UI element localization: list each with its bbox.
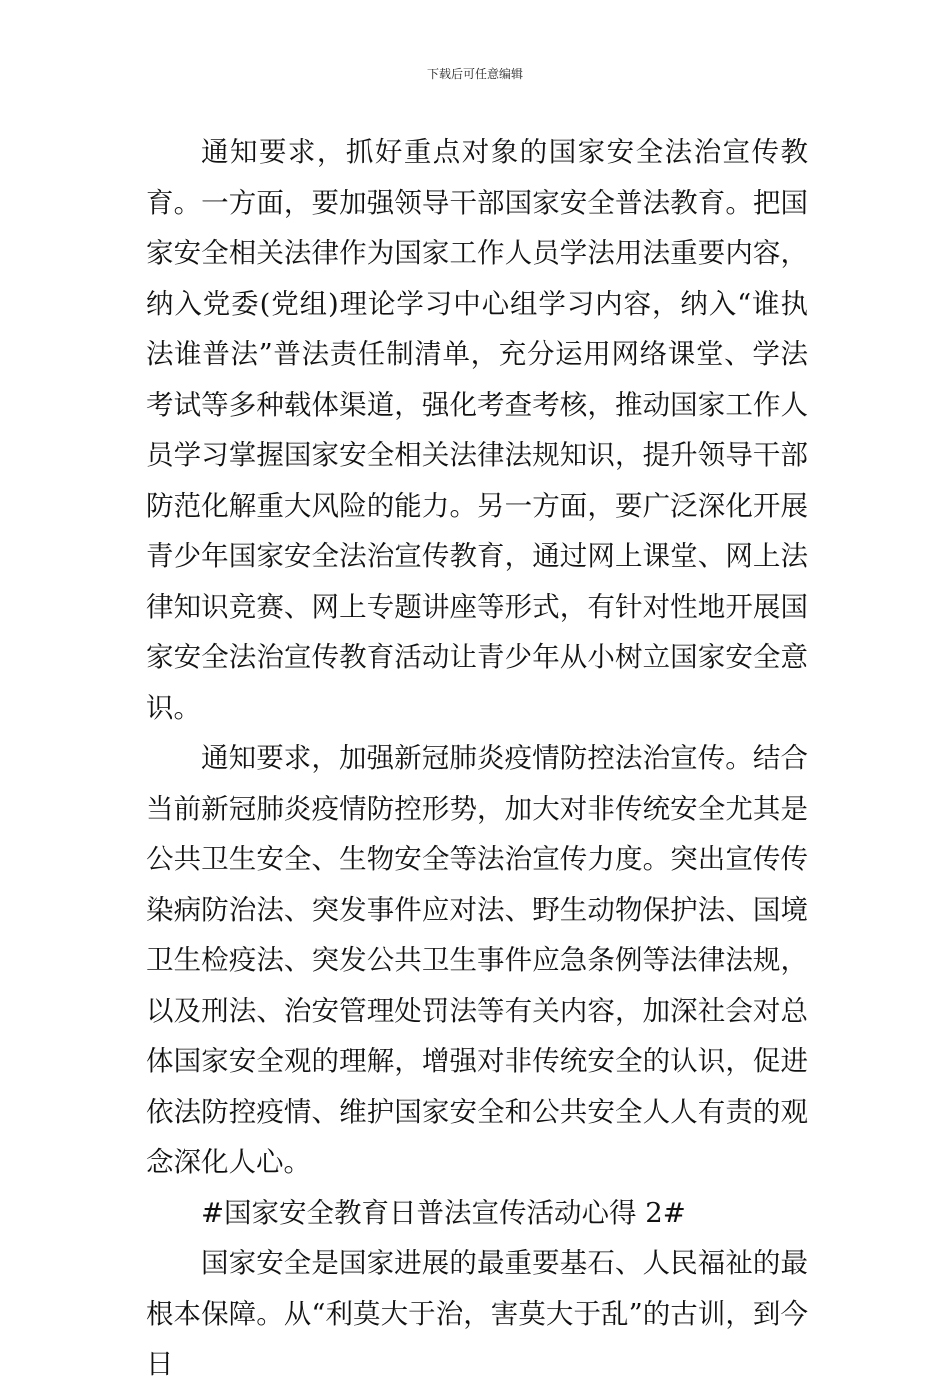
document-body	[146, 127, 808, 1390]
paragraph: 国家安全是国家进展的最重要基石、人民福祉的最根本保障。从“利莫大于治，害莫大于乱”的古训，到今日	[146, 1247, 808, 1380]
paragraph: 通知要求，抓好重点对象的国家安全法治宣传教育。一方面，要加强领导干部国家安全普法教育。把国家安全相关法律作为国家工作人员学法用法重要内容，纳入党委(党组)理论学习中心组学习内容，纳入“谁执法谁普法”普法责任制清单，充分运用网络课堂、学法考试等多种载体渠道，强化考查考核，推动国家工作人员学习掌握国家安全相关法律法规知识，提升领导干部防范化解重大风险的能力。另一方面，要广泛深化开展青少年国家安全法治宣传教育，通过网上课堂、网上法律知识竞赛、网上专题讲座等形式，有针对性地开展国家安全法治宣传教育活动让青少年从小树立国家安全意识。	[146, 136, 808, 724]
paragraph: 通知要求，加强新冠肺炎疫情防控法治宣传。结合当前新冠肺炎疫情防控形势，加大对非传统安全尤其是公共卫生安全、生物安全等法治宣传力度。突出宣传传染病防治法、突发事件应对法、野生动物保护法、国境卫生检疫法、突发公共卫生事件应急条例等法律法规，以及刑法、治安管理处罚法等有关内容，加深社会对总体国家安全观的理解，增强对非传统安全的认识，促进依法防控疫情、维护国家安全和公共安全人人有责的观念深化人心。	[146, 742, 808, 1178]
page-header: 下载后可任意编辑	[426, 67, 523, 81]
section-heading: #国家安全教育日普法宣传活动心得 2#	[201, 1196, 686, 1229]
